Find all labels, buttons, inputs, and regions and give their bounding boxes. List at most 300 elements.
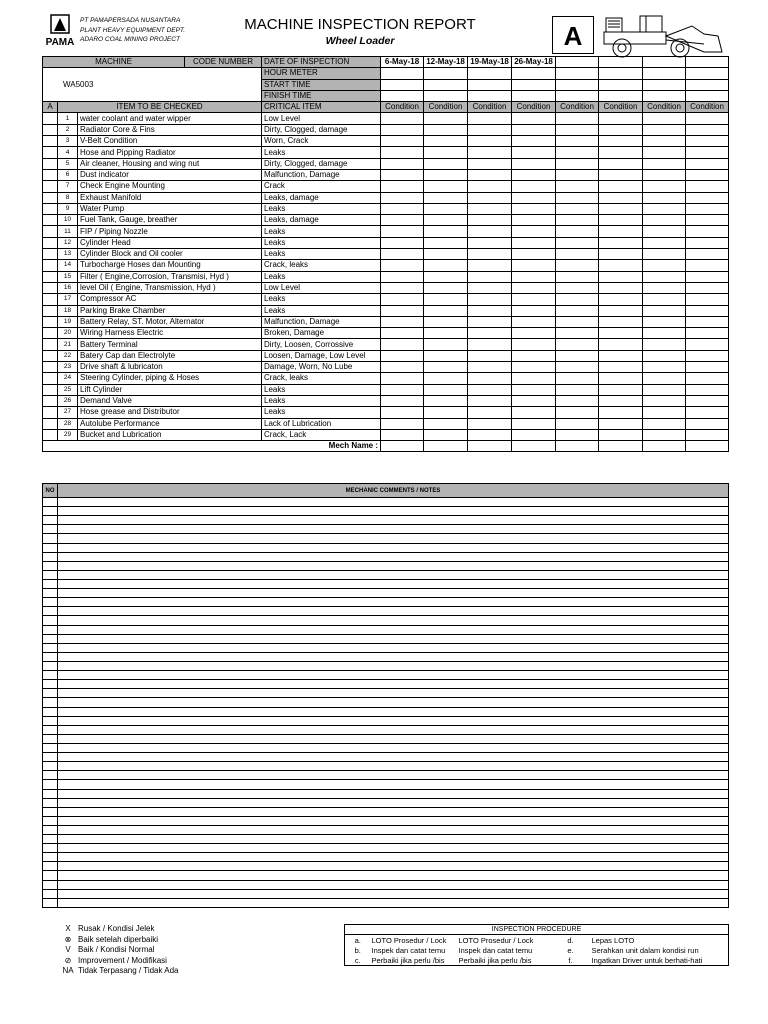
condition-cell[interactable] — [556, 350, 599, 361]
condition-cell[interactable] — [381, 158, 424, 169]
condition-cell[interactable] — [643, 249, 686, 260]
condition-cell[interactable] — [468, 373, 512, 384]
condition-cell[interactable] — [512, 418, 556, 429]
condition-cell[interactable] — [599, 305, 643, 316]
condition-cell[interactable] — [381, 249, 424, 260]
note-text-cell[interactable] — [58, 698, 729, 707]
note-text-cell[interactable] — [58, 889, 729, 898]
condition-cell[interactable] — [424, 181, 468, 192]
condition-cell[interactable] — [599, 407, 643, 418]
condition-cell[interactable] — [599, 215, 643, 226]
condition-cell[interactable] — [599, 249, 643, 260]
note-number-cell[interactable] — [43, 698, 58, 707]
condition-cell[interactable] — [424, 158, 468, 169]
condition-cell[interactable] — [599, 260, 643, 271]
condition-cell[interactable] — [424, 237, 468, 248]
start-time-cell[interactable] — [643, 79, 686, 90]
note-number-cell[interactable] — [43, 716, 58, 725]
mech-name-cell[interactable] — [599, 441, 643, 452]
condition-cell[interactable] — [686, 147, 729, 158]
condition-cell[interactable] — [468, 249, 512, 260]
note-number-cell[interactable] — [43, 807, 58, 816]
note-number-cell[interactable] — [43, 889, 58, 898]
condition-cell[interactable] — [599, 203, 643, 214]
condition-cell[interactable] — [643, 203, 686, 214]
note-text-cell[interactable] — [58, 716, 729, 725]
condition-cell[interactable] — [468, 181, 512, 192]
condition-cell[interactable] — [686, 226, 729, 237]
note-text-cell[interactable] — [58, 825, 729, 834]
condition-cell[interactable] — [686, 181, 729, 192]
note-text-cell[interactable] — [58, 753, 729, 762]
note-text-cell[interactable] — [58, 798, 729, 807]
condition-cell[interactable] — [556, 294, 599, 305]
hour-meter-cell[interactable] — [643, 68, 686, 79]
condition-cell[interactable] — [599, 395, 643, 406]
note-number-cell[interactable] — [43, 707, 58, 716]
note-number-cell[interactable] — [43, 652, 58, 661]
condition-cell[interactable] — [643, 373, 686, 384]
condition-cell[interactable] — [512, 203, 556, 214]
note-number-cell[interactable] — [43, 753, 58, 762]
finish-time-cell[interactable] — [512, 90, 556, 101]
condition-cell[interactable] — [556, 203, 599, 214]
condition-cell[interactable] — [512, 226, 556, 237]
condition-cell[interactable] — [512, 350, 556, 361]
condition-cell[interactable] — [599, 181, 643, 192]
condition-cell[interactable] — [468, 113, 512, 124]
condition-cell[interactable] — [599, 147, 643, 158]
hour-meter-cell[interactable] — [686, 68, 729, 79]
mech-name-cell[interactable] — [512, 441, 556, 452]
note-text-cell[interactable] — [58, 862, 729, 871]
condition-cell[interactable] — [643, 260, 686, 271]
condition-cell[interactable] — [468, 339, 512, 350]
condition-cell[interactable] — [599, 271, 643, 282]
mech-name-cell[interactable] — [556, 441, 599, 452]
condition-cell[interactable] — [468, 169, 512, 180]
condition-cell[interactable] — [599, 169, 643, 180]
condition-cell[interactable] — [512, 305, 556, 316]
note-number-cell[interactable] — [43, 743, 58, 752]
condition-cell[interactable] — [643, 305, 686, 316]
condition-cell[interactable] — [424, 192, 468, 203]
condition-cell[interactable] — [468, 158, 512, 169]
note-text-cell[interactable] — [58, 507, 729, 516]
condition-cell[interactable] — [556, 373, 599, 384]
condition-cell[interactable] — [643, 215, 686, 226]
note-text-cell[interactable] — [58, 743, 729, 752]
note-number-cell[interactable] — [43, 835, 58, 844]
note-number-cell[interactable] — [43, 634, 58, 643]
condition-cell[interactable] — [556, 136, 599, 147]
condition-cell[interactable] — [512, 237, 556, 248]
start-time-cell[interactable] — [686, 79, 729, 90]
condition-cell[interactable] — [556, 113, 599, 124]
condition-cell[interactable] — [424, 418, 468, 429]
condition-cell[interactable] — [424, 203, 468, 214]
note-text-cell[interactable] — [58, 725, 729, 734]
note-text-cell[interactable] — [58, 525, 729, 534]
condition-cell[interactable] — [468, 305, 512, 316]
note-text-cell[interactable] — [58, 680, 729, 689]
note-text-cell[interactable] — [58, 734, 729, 743]
note-number-cell[interactable] — [43, 507, 58, 516]
condition-cell[interactable] — [643, 226, 686, 237]
condition-cell[interactable] — [556, 282, 599, 293]
condition-cell[interactable] — [556, 316, 599, 327]
start-time-cell[interactable] — [599, 79, 643, 90]
condition-cell[interactable] — [424, 328, 468, 339]
mech-name-cell[interactable] — [686, 441, 729, 452]
condition-cell[interactable] — [556, 192, 599, 203]
condition-cell[interactable] — [512, 282, 556, 293]
condition-cell[interactable] — [424, 305, 468, 316]
note-text-cell[interactable] — [58, 853, 729, 862]
condition-cell[interactable] — [424, 113, 468, 124]
note-text-cell[interactable] — [58, 707, 729, 716]
condition-cell[interactable] — [512, 215, 556, 226]
condition-cell[interactable] — [381, 407, 424, 418]
condition-cell[interactable] — [643, 328, 686, 339]
note-text-cell[interactable] — [58, 598, 729, 607]
condition-cell[interactable] — [643, 316, 686, 327]
note-number-cell[interactable] — [43, 616, 58, 625]
condition-cell[interactable] — [686, 271, 729, 282]
condition-cell[interactable] — [512, 124, 556, 135]
condition-cell[interactable] — [381, 147, 424, 158]
mech-name-cell[interactable] — [381, 441, 424, 452]
hour-meter-cell[interactable] — [599, 68, 643, 79]
mech-name-cell[interactable] — [424, 441, 468, 452]
note-text-cell[interactable] — [58, 789, 729, 798]
condition-cell[interactable] — [424, 429, 468, 440]
condition-cell[interactable] — [512, 271, 556, 282]
condition-cell[interactable] — [381, 226, 424, 237]
note-text-cell[interactable] — [58, 880, 729, 889]
condition-cell[interactable] — [512, 373, 556, 384]
note-text-cell[interactable] — [58, 661, 729, 670]
condition-cell[interactable] — [424, 362, 468, 373]
condition-cell[interactable] — [556, 260, 599, 271]
condition-cell[interactable] — [599, 384, 643, 395]
condition-cell[interactable] — [381, 113, 424, 124]
note-number-cell[interactable] — [43, 534, 58, 543]
note-text-cell[interactable] — [58, 570, 729, 579]
note-number-cell[interactable] — [43, 880, 58, 889]
note-text-cell[interactable] — [58, 616, 729, 625]
condition-cell[interactable] — [424, 395, 468, 406]
condition-cell[interactable] — [512, 339, 556, 350]
condition-cell[interactable] — [381, 136, 424, 147]
condition-cell[interactable] — [512, 158, 556, 169]
condition-cell[interactable] — [381, 339, 424, 350]
condition-cell[interactable] — [512, 395, 556, 406]
condition-cell[interactable] — [381, 350, 424, 361]
note-text-cell[interactable] — [58, 589, 729, 598]
note-number-cell[interactable] — [43, 598, 58, 607]
condition-cell[interactable] — [381, 328, 424, 339]
condition-cell[interactable] — [686, 136, 729, 147]
condition-cell[interactable] — [424, 350, 468, 361]
condition-cell[interactable] — [468, 362, 512, 373]
condition-cell[interactable] — [686, 158, 729, 169]
note-number-cell[interactable] — [43, 671, 58, 680]
condition-cell[interactable] — [643, 271, 686, 282]
note-number-cell[interactable] — [43, 625, 58, 634]
condition-cell[interactable] — [512, 260, 556, 271]
condition-cell[interactable] — [381, 215, 424, 226]
condition-cell[interactable] — [468, 282, 512, 293]
condition-cell[interactable] — [468, 147, 512, 158]
condition-cell[interactable] — [643, 429, 686, 440]
note-text-cell[interactable] — [58, 844, 729, 853]
condition-cell[interactable] — [556, 226, 599, 237]
condition-cell[interactable] — [381, 237, 424, 248]
condition-cell[interactable] — [468, 203, 512, 214]
note-text-cell[interactable] — [58, 762, 729, 771]
condition-cell[interactable] — [686, 373, 729, 384]
condition-cell[interactable] — [556, 362, 599, 373]
finish-time-cell[interactable] — [468, 90, 512, 101]
condition-cell[interactable] — [381, 316, 424, 327]
condition-cell[interactable] — [468, 407, 512, 418]
note-number-cell[interactable] — [43, 816, 58, 825]
condition-cell[interactable] — [381, 305, 424, 316]
note-text-cell[interactable] — [58, 625, 729, 634]
note-number-cell[interactable] — [43, 516, 58, 525]
condition-cell[interactable] — [599, 192, 643, 203]
condition-cell[interactable] — [686, 192, 729, 203]
condition-cell[interactable] — [468, 316, 512, 327]
condition-cell[interactable] — [512, 169, 556, 180]
condition-cell[interactable] — [599, 316, 643, 327]
condition-cell[interactable] — [381, 418, 424, 429]
note-number-cell[interactable] — [43, 871, 58, 880]
condition-cell[interactable] — [686, 124, 729, 135]
condition-cell[interactable] — [643, 147, 686, 158]
condition-cell[interactable] — [599, 350, 643, 361]
condition-cell[interactable] — [686, 328, 729, 339]
condition-cell[interactable] — [424, 260, 468, 271]
condition-cell[interactable] — [381, 429, 424, 440]
condition-cell[interactable] — [512, 407, 556, 418]
condition-cell[interactable] — [686, 407, 729, 418]
condition-cell[interactable] — [381, 169, 424, 180]
condition-cell[interactable] — [556, 147, 599, 158]
note-number-cell[interactable] — [43, 725, 58, 734]
condition-cell[interactable] — [686, 282, 729, 293]
condition-cell[interactable] — [424, 294, 468, 305]
finish-time-cell[interactable] — [686, 90, 729, 101]
condition-cell[interactable] — [512, 249, 556, 260]
note-text-cell[interactable] — [58, 607, 729, 616]
note-number-cell[interactable] — [43, 561, 58, 570]
condition-cell[interactable] — [643, 181, 686, 192]
mech-name-cell[interactable] — [643, 441, 686, 452]
condition-cell[interactable] — [556, 215, 599, 226]
condition-cell[interactable] — [643, 136, 686, 147]
condition-cell[interactable] — [468, 260, 512, 271]
note-text-cell[interactable] — [58, 871, 729, 880]
condition-cell[interactable] — [424, 136, 468, 147]
note-text-cell[interactable] — [58, 634, 729, 643]
note-text-cell[interactable] — [58, 516, 729, 525]
condition-cell[interactable] — [556, 418, 599, 429]
note-number-cell[interactable] — [43, 643, 58, 652]
condition-cell[interactable] — [424, 215, 468, 226]
condition-cell[interactable] — [686, 350, 729, 361]
condition-cell[interactable] — [468, 271, 512, 282]
condition-cell[interactable] — [468, 384, 512, 395]
note-number-cell[interactable] — [43, 789, 58, 798]
condition-cell[interactable] — [512, 113, 556, 124]
note-text-cell[interactable] — [58, 543, 729, 552]
start-time-cell[interactable] — [512, 79, 556, 90]
note-text-cell[interactable] — [58, 816, 729, 825]
condition-cell[interactable] — [512, 384, 556, 395]
note-number-cell[interactable] — [43, 543, 58, 552]
condition-cell[interactable] — [381, 395, 424, 406]
finish-time-cell[interactable] — [643, 90, 686, 101]
condition-cell[interactable] — [381, 294, 424, 305]
condition-cell[interactable] — [381, 192, 424, 203]
condition-cell[interactable] — [643, 192, 686, 203]
condition-cell[interactable] — [468, 124, 512, 135]
note-number-cell[interactable] — [43, 579, 58, 588]
condition-cell[interactable] — [468, 328, 512, 339]
condition-cell[interactable] — [381, 260, 424, 271]
finish-time-cell[interactable] — [381, 90, 424, 101]
condition-cell[interactable] — [599, 294, 643, 305]
condition-cell[interactable] — [643, 339, 686, 350]
condition-cell[interactable] — [424, 339, 468, 350]
note-number-cell[interactable] — [43, 853, 58, 862]
note-text-cell[interactable] — [58, 534, 729, 543]
finish-time-cell[interactable] — [424, 90, 468, 101]
condition-cell[interactable] — [599, 124, 643, 135]
condition-cell[interactable] — [424, 373, 468, 384]
condition-cell[interactable] — [512, 147, 556, 158]
condition-cell[interactable] — [686, 339, 729, 350]
condition-cell[interactable] — [686, 249, 729, 260]
condition-cell[interactable] — [468, 395, 512, 406]
condition-cell[interactable] — [643, 113, 686, 124]
condition-cell[interactable] — [686, 215, 729, 226]
condition-cell[interactable] — [686, 260, 729, 271]
condition-cell[interactable] — [599, 226, 643, 237]
condition-cell[interactable] — [643, 237, 686, 248]
condition-cell[interactable] — [424, 249, 468, 260]
note-number-cell[interactable] — [43, 570, 58, 579]
note-text-cell[interactable] — [58, 689, 729, 698]
condition-cell[interactable] — [424, 316, 468, 327]
condition-cell[interactable] — [381, 181, 424, 192]
condition-cell[interactable] — [643, 407, 686, 418]
condition-cell[interactable] — [643, 384, 686, 395]
condition-cell[interactable] — [424, 169, 468, 180]
note-text-cell[interactable] — [58, 552, 729, 561]
condition-cell[interactable] — [424, 282, 468, 293]
condition-cell[interactable] — [424, 271, 468, 282]
condition-cell[interactable] — [599, 136, 643, 147]
condition-cell[interactable] — [468, 294, 512, 305]
note-text-cell[interactable] — [58, 671, 729, 680]
condition-cell[interactable] — [468, 429, 512, 440]
condition-cell[interactable] — [512, 328, 556, 339]
condition-cell[interactable] — [643, 124, 686, 135]
condition-cell[interactable] — [512, 136, 556, 147]
condition-cell[interactable] — [599, 429, 643, 440]
condition-cell[interactable] — [468, 237, 512, 248]
note-text-cell[interactable] — [58, 498, 729, 507]
condition-cell[interactable] — [643, 169, 686, 180]
condition-cell[interactable] — [686, 316, 729, 327]
note-number-cell[interactable] — [43, 525, 58, 534]
hour-meter-cell[interactable] — [512, 68, 556, 79]
condition-cell[interactable] — [556, 305, 599, 316]
condition-cell[interactable] — [599, 418, 643, 429]
condition-cell[interactable] — [643, 418, 686, 429]
condition-cell[interactable] — [686, 395, 729, 406]
condition-cell[interactable] — [381, 271, 424, 282]
condition-cell[interactable] — [686, 169, 729, 180]
note-text-cell[interactable] — [58, 579, 729, 588]
note-number-cell[interactable] — [43, 798, 58, 807]
condition-cell[interactable] — [556, 395, 599, 406]
condition-cell[interactable] — [468, 226, 512, 237]
condition-cell[interactable] — [599, 339, 643, 350]
note-number-cell[interactable] — [43, 498, 58, 507]
note-text-cell[interactable] — [58, 835, 729, 844]
condition-cell[interactable] — [643, 395, 686, 406]
condition-cell[interactable] — [424, 226, 468, 237]
condition-cell[interactable] — [381, 124, 424, 135]
condition-cell[interactable] — [643, 282, 686, 293]
start-time-cell[interactable] — [556, 79, 599, 90]
condition-cell[interactable] — [556, 407, 599, 418]
note-number-cell[interactable] — [43, 844, 58, 853]
condition-cell[interactable] — [424, 407, 468, 418]
condition-cell[interactable] — [556, 429, 599, 440]
condition-cell[interactable] — [381, 362, 424, 373]
note-number-cell[interactable] — [43, 607, 58, 616]
condition-cell[interactable] — [643, 362, 686, 373]
hour-meter-cell[interactable] — [424, 68, 468, 79]
start-time-cell[interactable] — [468, 79, 512, 90]
condition-cell[interactable] — [686, 203, 729, 214]
note-number-cell[interactable] — [43, 680, 58, 689]
condition-cell[interactable] — [424, 147, 468, 158]
hour-meter-cell[interactable] — [381, 68, 424, 79]
condition-cell[interactable] — [424, 384, 468, 395]
note-number-cell[interactable] — [43, 762, 58, 771]
condition-cell[interactable] — [599, 373, 643, 384]
condition-cell[interactable] — [599, 237, 643, 248]
condition-cell[interactable] — [686, 113, 729, 124]
condition-cell[interactable] — [512, 429, 556, 440]
condition-cell[interactable] — [556, 271, 599, 282]
condition-cell[interactable] — [556, 124, 599, 135]
condition-cell[interactable] — [556, 339, 599, 350]
condition-cell[interactable] — [686, 418, 729, 429]
hour-meter-cell[interactable] — [468, 68, 512, 79]
condition-cell[interactable] — [556, 237, 599, 248]
note-text-cell[interactable] — [58, 643, 729, 652]
note-number-cell[interactable] — [43, 898, 58, 907]
condition-cell[interactable] — [643, 350, 686, 361]
condition-cell[interactable] — [512, 181, 556, 192]
